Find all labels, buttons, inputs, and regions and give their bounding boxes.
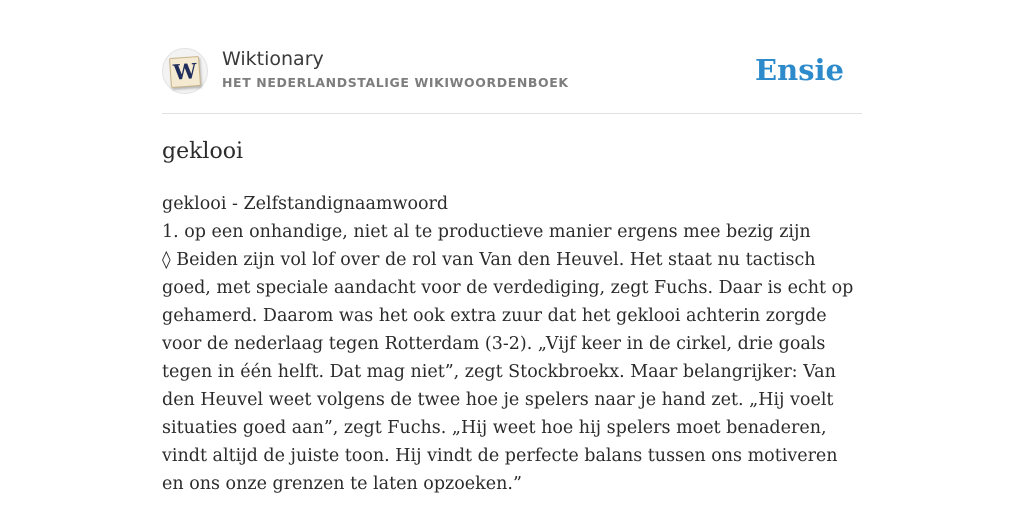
header-divider	[162, 113, 862, 114]
page	[162, 0, 862, 512]
site-subtitle: HET NEDERLANDSTALIGE WIKIWOORDENBOEK	[222, 75, 569, 90]
logo-tile	[169, 56, 201, 88]
entry-heading: geklooi - Zelfstandignaamwoord	[162, 194, 449, 214]
site-name[interactable]: Wiktionary	[222, 48, 324, 70]
entry-definition: 1. op een onhandige, niet al te productieve manier ergens mee bezig zijn	[162, 222, 811, 242]
logo-letter: W	[172, 58, 198, 85]
wiktionary-logo-icon[interactable]	[162, 48, 208, 94]
entry-example: ◊ Beiden zijn vol lof over de rol van Van den Heuvel. Het staat nu tactisch goed, met speciale aandacht voor de verdediging, zegt Fuchs. Daar is echt op gehamerd. Daarom was het ook extra zuur dat het geklooi achterin zorgde voor de nederlaag tegen Rotterdam (3-2). „Vijf keer in de cirkel, drie goals tegen in één helft. Dat mag niet”, zegt Stockbroekx. Maar belangrijker: Van den Heuvel weet volgens de twee hoe je spelers naar je hand zet. „Hij voelt situaties goed aan”, zegt Fuchs. „Hij weet hoe hij spelers moet benaderen, vindt altijd de juiste toon. Hij vindt de perfecte balans tussen ons motiveren en ons onze grenzen te laten opzoeken.”	[162, 250, 854, 494]
ensie-logo-link[interactable]: Ensie	[755, 53, 844, 87]
page-title: geklooi	[162, 139, 243, 164]
site-header	[162, 44, 862, 98]
entry-body	[162, 190, 862, 498]
